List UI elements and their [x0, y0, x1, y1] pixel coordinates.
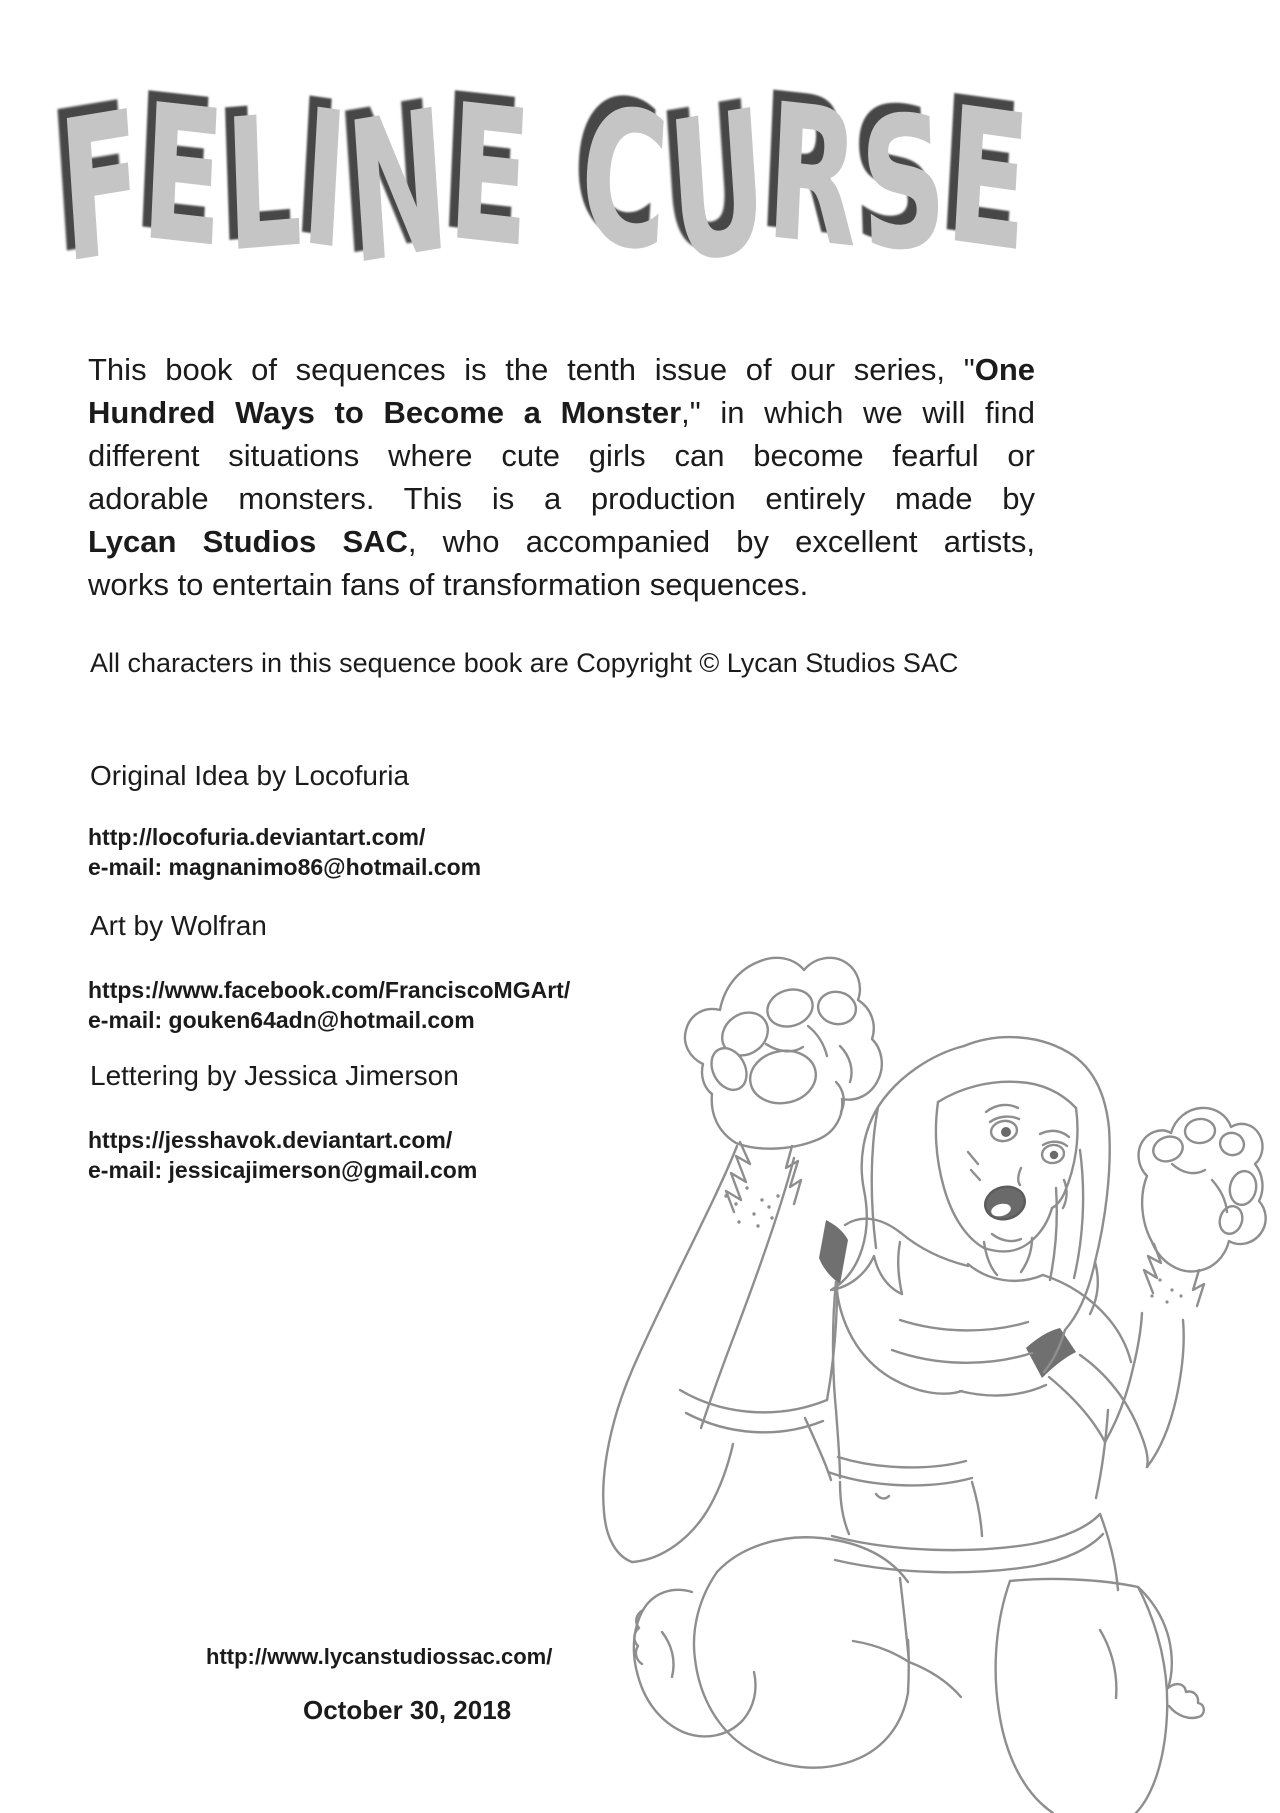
credit-role-original-idea: Original Idea by Locofuria — [90, 760, 410, 791]
credit-email: e-mail: jessicajimerson@gmail.com — [88, 1157, 478, 1183]
right-sleeve-shadow — [1026, 1328, 1076, 1378]
shirt-hem — [828, 1472, 972, 1485]
left-sleeve-shadow — [819, 1220, 848, 1284]
credit-url: http://locofuria.deviantart.com/ — [88, 824, 426, 850]
chest — [836, 1282, 962, 1394]
shirt-collar — [968, 1264, 1043, 1281]
book-title-wrap — [53, 63, 1036, 310]
credit-role-art: Art by Wolfran — [90, 910, 267, 941]
left-brow — [986, 1105, 1018, 1112]
illustration-paw-transformation — [540, 850, 1280, 1813]
intro-line: This book of sequences is the tenth issue of our series, "One — [88, 352, 1035, 387]
credit-url: https://www.facebook.com/FranciscoMGArt/ — [88, 977, 571, 1003]
intro-line: works to entertain fans of transformation sequences. — [88, 567, 809, 602]
open-mouth — [982, 1183, 1029, 1224]
credit-email: e-mail: magnanimo86@hotmail.com — [88, 854, 482, 880]
credit-role-lettering: Lettering by Jessica Jimerson — [90, 1060, 459, 1091]
nose — [1018, 1168, 1021, 1185]
navel — [876, 1494, 889, 1498]
shorts-waistband — [832, 1514, 1100, 1550]
credit-url: https://jesshavok.deviantart.com/ — [88, 1127, 453, 1153]
right-foot-toes — [1168, 1684, 1204, 1718]
studio-url: http://www.lycanstudiossac.com/ — [206, 1644, 553, 1669]
right-brow — [1040, 1131, 1069, 1137]
book-title: FELINE CURSE — [53, 63, 1036, 310]
intro-line: different situations where cute girls can become fearful or — [88, 438, 1035, 473]
release-date: October 30, 2018 — [303, 1695, 512, 1725]
left-thigh — [717, 1537, 908, 1582]
hair-outline — [964, 1037, 1110, 1330]
copyright-line: All characters in this sequence book are Copyright © Lycan Studios SAC — [90, 648, 959, 678]
credit-links-art — [88, 975, 570, 1035]
intro-line: Hundred Ways to Become a Monster," in which we will find — [88, 395, 1035, 430]
credit-links-original-idea — [88, 822, 481, 882]
credit-email: e-mail: gouken64adn@hotmail.com — [88, 1007, 475, 1033]
chin — [992, 1234, 1021, 1241]
intro-line: adorable monsters. This is a production entirely made by — [88, 481, 1035, 516]
left-wrist-fur — [726, 1142, 750, 1212]
intro-paragraph — [88, 348, 1035, 606]
intro-line: Lycan Studios SAC, who accompanied by excellent artists, — [88, 524, 1035, 559]
credit-links-lettering — [88, 1125, 477, 1185]
right-leg — [996, 1581, 1053, 1813]
left-arm-outer — [603, 1146, 737, 1562]
